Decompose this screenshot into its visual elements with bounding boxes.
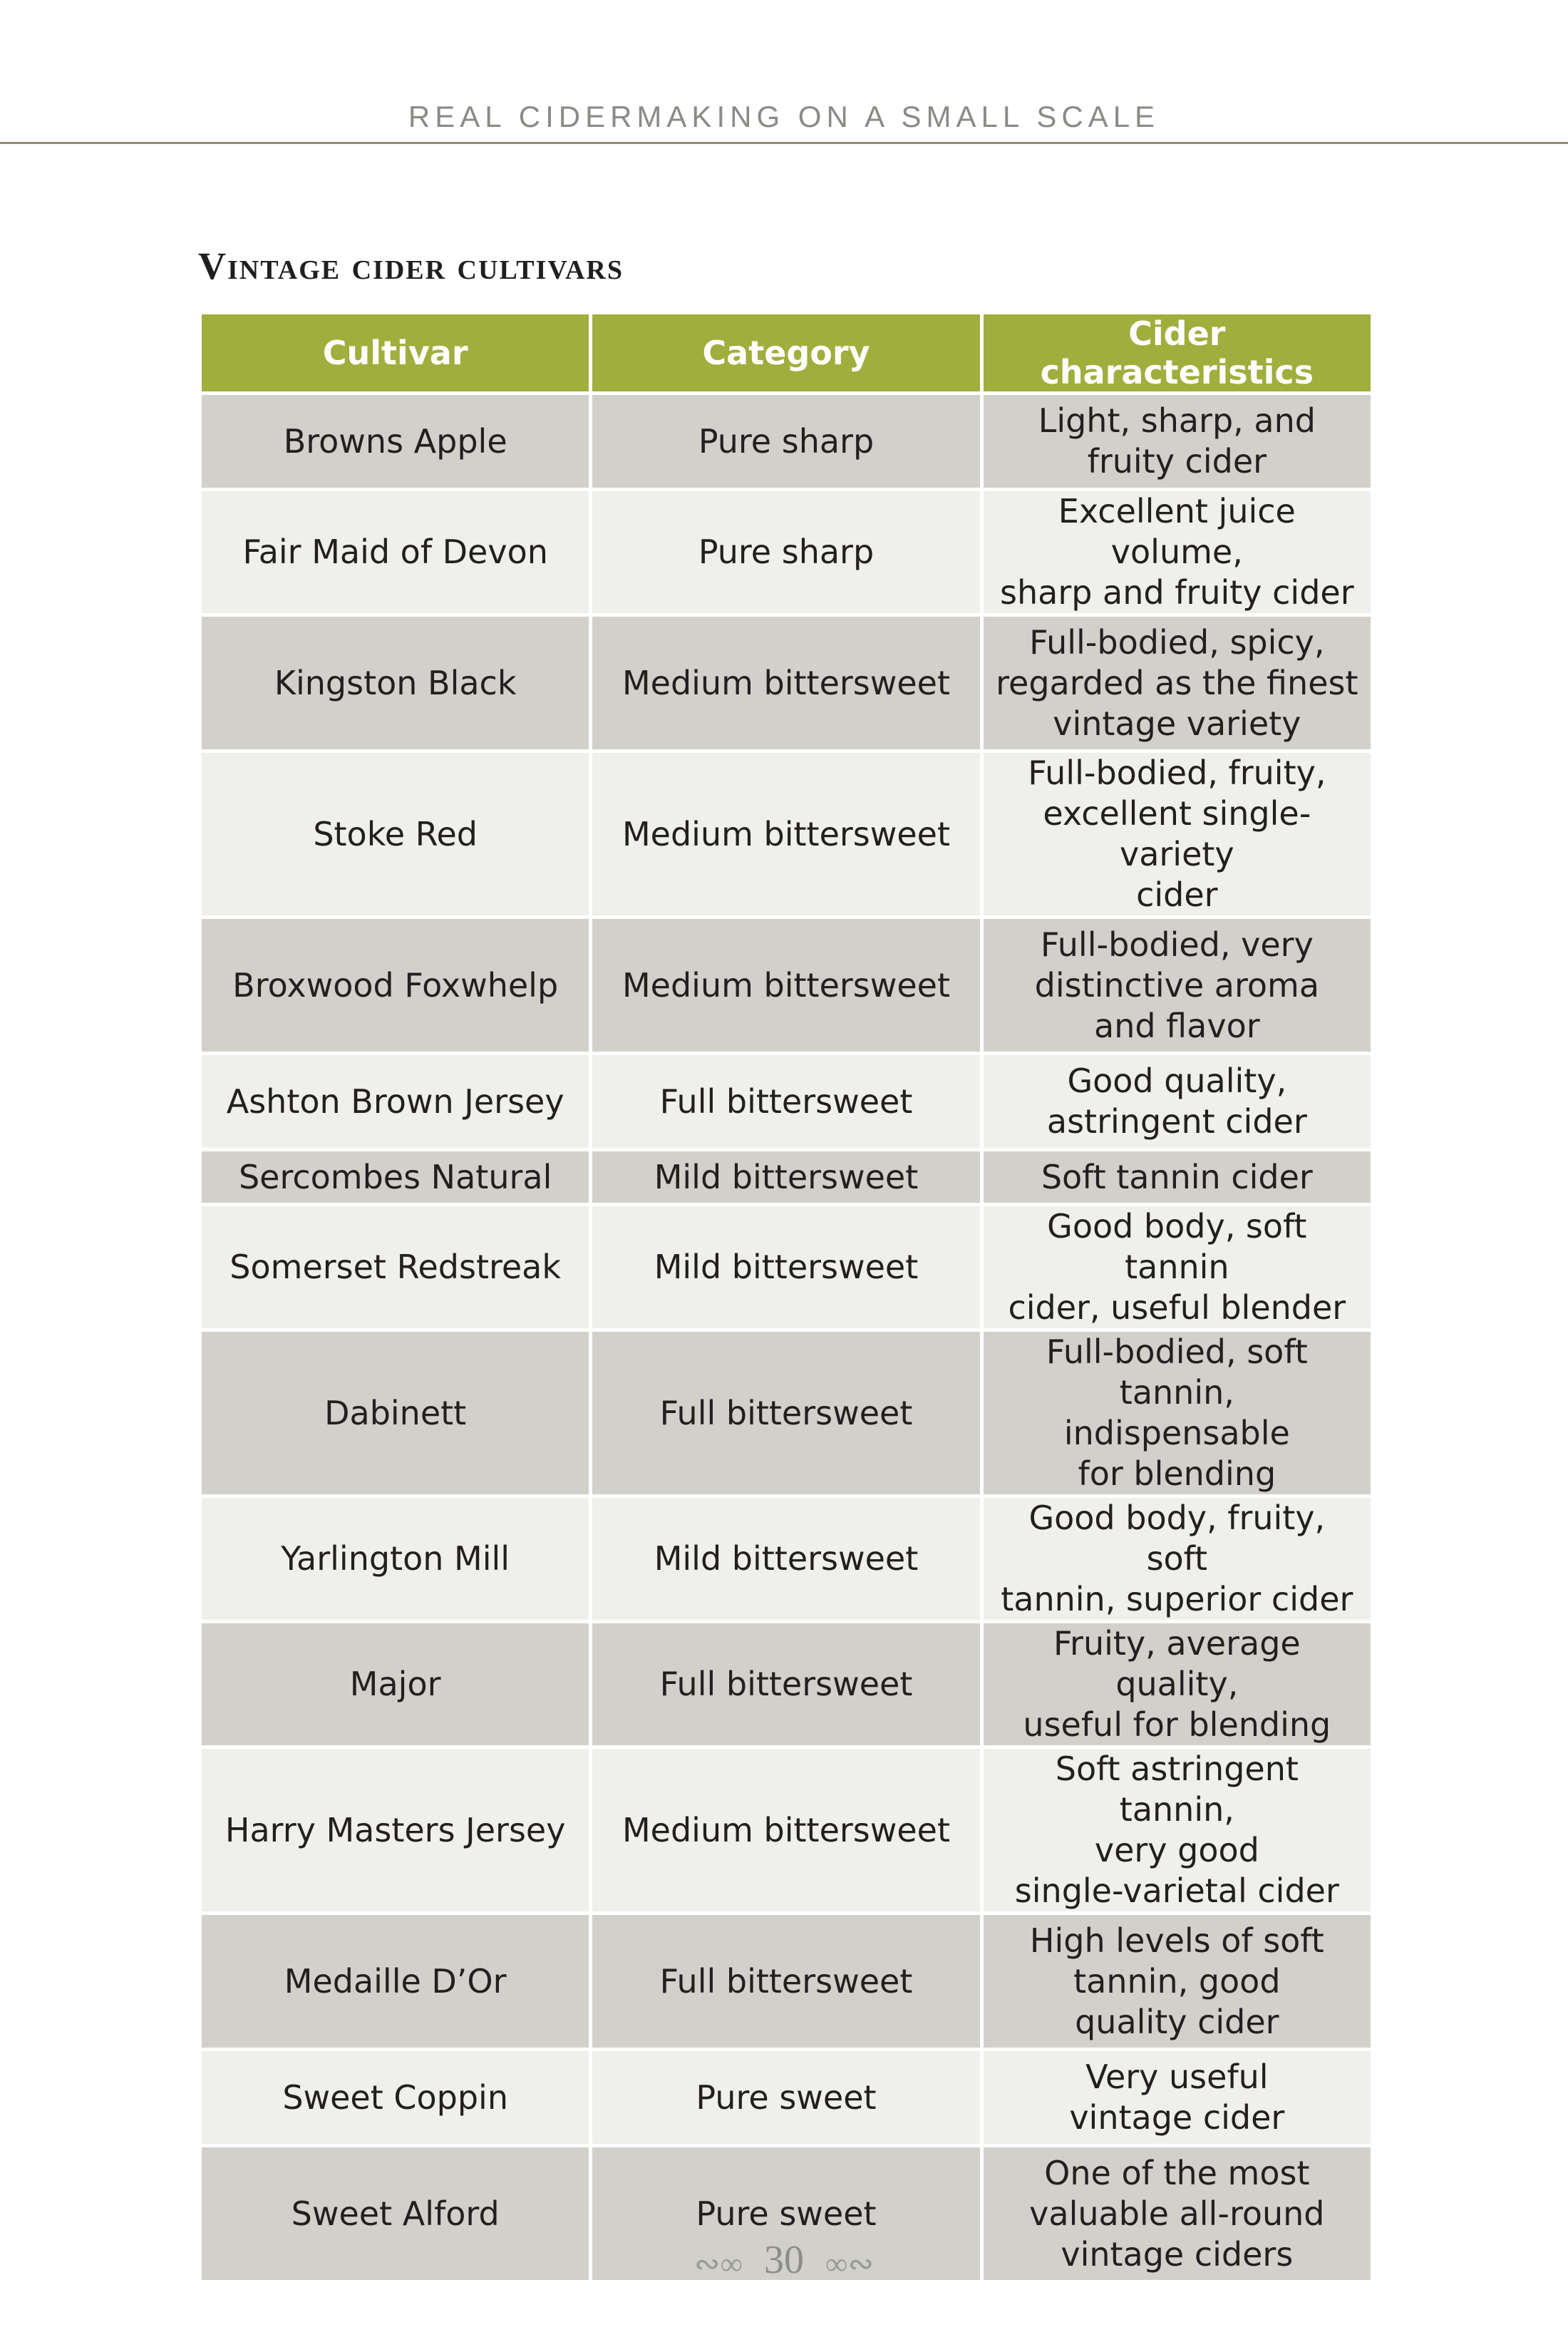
page-number: 30 (764, 2238, 804, 2282)
characteristics-line: astringent cider (1046, 1102, 1307, 1141)
cell-cultivar: Medaille D’Or (202, 1915, 589, 2048)
cultivars-table (198, 311, 1374, 2284)
characteristics-line: High levels of soft (1029, 1921, 1324, 1960)
cell-category: Full bittersweet (592, 1623, 979, 1745)
cell-cultivar: Sweet Coppin (202, 2051, 589, 2144)
characteristics-line: Full-bodied, fruity, (1028, 754, 1326, 792)
cell-category: Medium bittersweet (592, 617, 979, 749)
characteristics-line: Good quality, (1067, 1062, 1287, 1100)
table-row (202, 1623, 1371, 1745)
cell-category: Medium bittersweet (592, 919, 979, 1052)
characteristics-line: Excellent juice volume, (1058, 492, 1296, 571)
characteristics-line: Very useful (1085, 2058, 1269, 2096)
characteristics-line: vintage ciders (1061, 2234, 1294, 2274)
characteristics-line: for blending (1078, 1454, 1276, 1493)
characteristics-line: cider (1136, 875, 1218, 914)
cell-cultivar: Fair Maid of Devon (202, 491, 589, 613)
table-row (202, 1332, 1371, 1494)
header-characteristics: Cider characteristics (984, 314, 1371, 391)
cell-category: Medium bittersweet (592, 753, 979, 915)
cell-characteristics (984, 1749, 1371, 1911)
cell-cultivar: Stoke Red (202, 753, 589, 915)
cell-category: Mild bittersweet (592, 1206, 979, 1328)
cell-cultivar: Major (202, 1623, 589, 1745)
cell-cultivar: Ashton Brown Jersey (202, 1055, 589, 1148)
characteristics-line: tannin, superior cider (1001, 1580, 1353, 1618)
table-row (202, 617, 1371, 749)
characteristics-line: sharp and fruity cider (1000, 573, 1354, 612)
cell-cultivar: Broxwood Foxwhelp (202, 919, 589, 1052)
cell-characteristics (984, 1623, 1371, 1745)
cell-characteristics (984, 1332, 1371, 1494)
table-row (202, 1498, 1371, 1620)
table-row (202, 1749, 1371, 1911)
running-head: REAL CIDERMAKING ON A SMALL SCALE (408, 100, 1160, 133)
table-row (202, 491, 1371, 613)
section-title: Vintage cider cultivars (198, 245, 624, 287)
characteristics-line: Soft tannin cider (1041, 1157, 1313, 1196)
table-row (202, 753, 1371, 915)
table-row (202, 395, 1371, 488)
header-category: Category (592, 314, 979, 391)
cell-characteristics (984, 1206, 1371, 1328)
characteristics-line: cider, useful blender (1008, 1288, 1346, 1327)
table-row (202, 1915, 1371, 2048)
cell-cultivar: Somerset Redstreak (202, 1206, 589, 1328)
cell-characteristics (984, 1915, 1371, 2048)
cell-cultivar: Sweet Alford (202, 2147, 589, 2280)
cell-category: Pure sweet (592, 2051, 979, 2144)
cell-category: Full bittersweet (592, 1332, 979, 1494)
characteristics-line: Soft astringent tannin, (1055, 1750, 1299, 1829)
characteristics-line: useful for blending (1023, 1705, 1331, 1744)
characteristics-line: very good (1094, 1831, 1259, 1869)
characteristics-line: Light, sharp, and (1038, 401, 1316, 440)
cell-category: Pure sweet (592, 2147, 979, 2280)
table-row (202, 1206, 1371, 1328)
characteristics-line: and flavor (1094, 1006, 1260, 1045)
characteristics-line: quality cider (1075, 2002, 1279, 2041)
table-row (202, 919, 1371, 1052)
characteristics-line: Full-bodied, very (1040, 925, 1314, 964)
table-body (202, 395, 1371, 2280)
cell-category: Mild bittersweet (592, 1151, 979, 1203)
cell-characteristics (984, 617, 1371, 749)
cell-category: Mild bittersweet (592, 1498, 979, 1620)
cell-cultivar: Sercombes Natural (202, 1151, 589, 1203)
characteristics-line: Good body, fruity, soft (1028, 1499, 1326, 1578)
characteristics-line: One of the most (1044, 2153, 1310, 2192)
characteristics-line: excellent single-variety (1043, 794, 1311, 873)
cell-cultivar: Browns Apple (202, 395, 589, 488)
characteristics-line: Full-bodied, soft tannin, (1046, 1332, 1308, 1412)
cell-cultivar: Harry Masters Jersey (202, 1749, 589, 1911)
left-flourish-icon: ∾∞ (693, 2246, 743, 2281)
characteristics-line: regarded as the finest (996, 663, 1358, 702)
characteristics-line: Full-bodied, spicy, (1029, 622, 1325, 662)
characteristics-line: Good body, soft tannin (1047, 1207, 1307, 1286)
cell-characteristics (984, 919, 1371, 1052)
cell-characteristics (984, 1498, 1371, 1620)
characteristics-line: single-varietal cider (1014, 1871, 1339, 1910)
cell-category: Medium bittersweet (592, 1749, 979, 1911)
cell-characteristics (984, 491, 1371, 613)
cell-cultivar: Kingston Black (202, 617, 589, 749)
cell-category: Full bittersweet (592, 1055, 979, 1148)
cell-cultivar: Yarlington Mill (202, 1498, 589, 1620)
characteristics-line: indispensable (1063, 1414, 1290, 1452)
table-row (202, 1151, 1371, 1203)
characteristics-line: valuable all-round (1029, 2194, 1325, 2233)
cell-category: Pure sharp (592, 491, 979, 613)
table-row (202, 2051, 1371, 2144)
table-row (202, 1055, 1371, 1148)
cell-characteristics (984, 1151, 1371, 1203)
table-header-row (202, 314, 1371, 391)
cell-cultivar: Dabinett (202, 1332, 589, 1494)
characteristics-line: vintage cider (1069, 2098, 1285, 2137)
cell-characteristics (984, 395, 1371, 488)
characteristics-line: vintage variety (1053, 704, 1301, 743)
cell-characteristics (984, 2051, 1371, 2144)
characteristics-line: Fruity, average quality, (1053, 1624, 1301, 1703)
cell-category: Full bittersweet (592, 1915, 979, 2048)
right-flourish-icon: ∞∾ (825, 2246, 875, 2281)
characteristics-line: fruity cider (1087, 442, 1267, 481)
characteristics-line: tannin, good (1073, 1961, 1281, 2001)
cell-characteristics (984, 753, 1371, 915)
characteristics-line: distinctive aroma (1034, 965, 1320, 1005)
header-cultivar: Cultivar (202, 314, 589, 391)
cell-characteristics (984, 1055, 1371, 1148)
header-rule (0, 142, 1568, 144)
cell-category: Pure sharp (592, 395, 979, 488)
page-footer (0, 2237, 1568, 2283)
